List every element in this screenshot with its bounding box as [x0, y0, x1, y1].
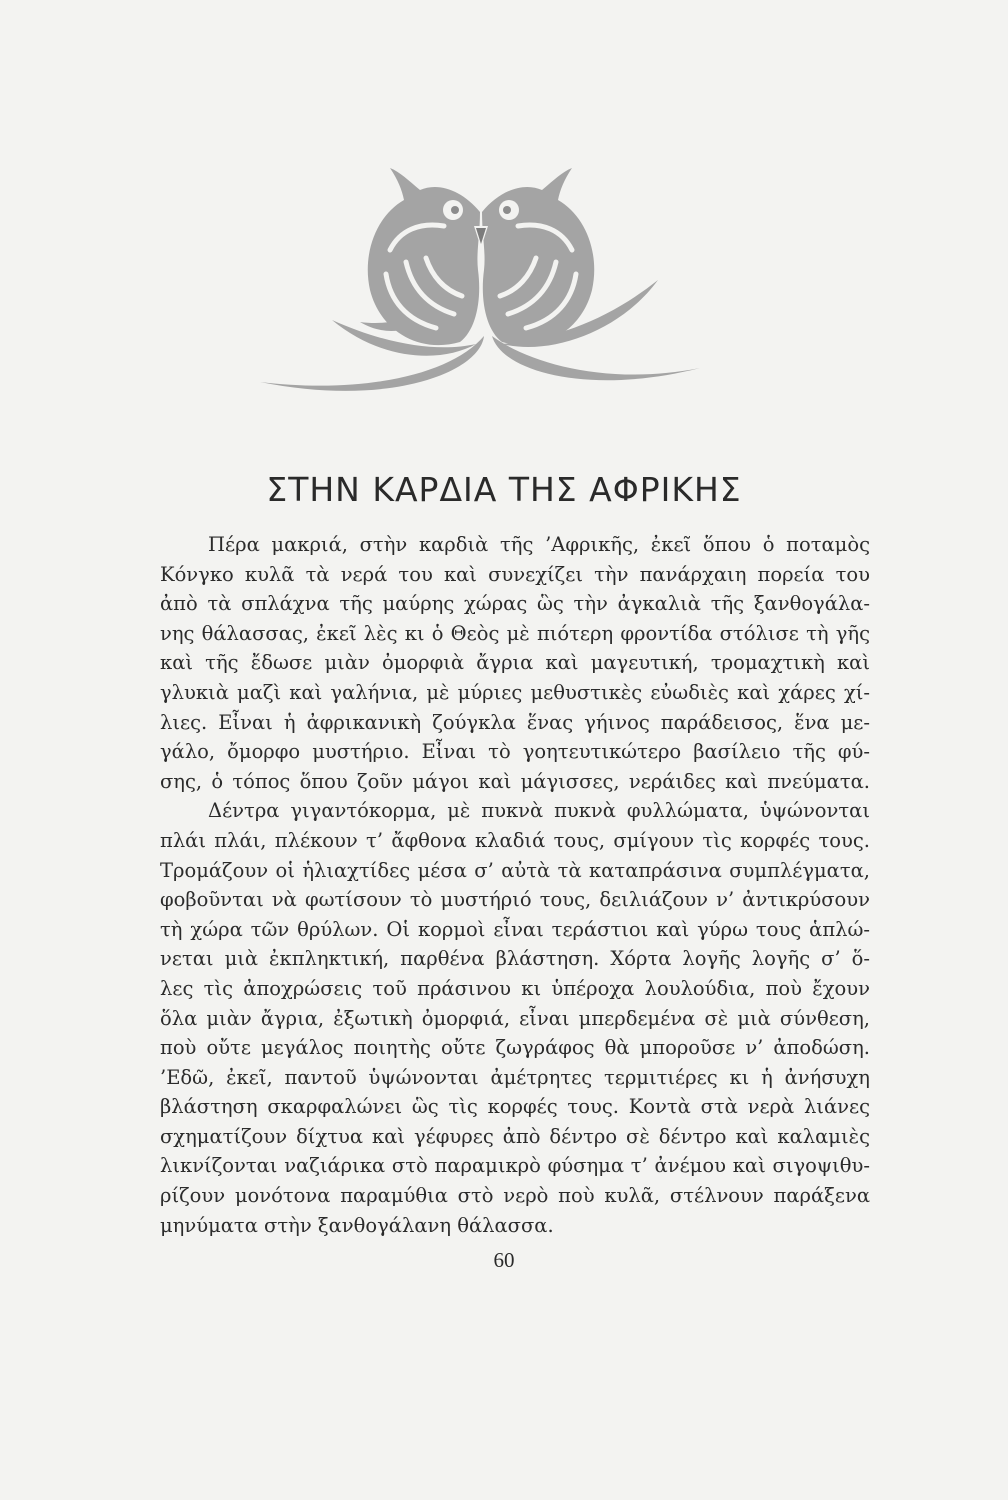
- text-line: λιες. Εἶναι ἡ ἀφρικανικὴ ζούγκλα ἕνας γήινος παράδεισος, ἕνα με-: [160, 710, 870, 734]
- text-line: γάλο, ὄμορφο μυστήριο. Εἶναι τὸ γοητευτικώτερο βασίλειο τῆς φύ-: [160, 740, 870, 764]
- text-line: μηνύματα στὴν ξανθογάλανη θάλασσα.: [160, 1213, 554, 1237]
- text-line: Δέντρα γιγαντόκορμα, μὲ πυκνὰ πυκνὰ φυλλώματα, ὑψώνονται: [208, 799, 870, 823]
- text-line: φοβοῦνται νὰ φωτίσουν τὸ μυστήριό τους, δειλιάζουν ν’ ἀντικρύσουν: [160, 888, 870, 912]
- chapter-title: ΣΤΗΝ ΚΑΡΔΙΑ ΤΗΣ ΑΦΡΙΚΗΣ: [266, 470, 742, 509]
- text-line: ὅλα μιὰν ἄγρια, ἐξωτικὴ ὀμορφιά, εἶναι μπερδεμένα σὲ μιὰ σύνθεση,: [160, 1006, 870, 1030]
- two-owls-on-branch-icon: [240, 150, 720, 410]
- text-line: Κόνγκο κυλᾶ τὰ νερά του καὶ συνεχίζει τὴν πανάρχαιη πορεία του: [160, 562, 870, 586]
- text-line: ποὺ οὔτε μεγάλος ποιητὴς οὔτε ζωγράφος θὰ μποροῦσε ν’ ἀποδώση.: [160, 1036, 870, 1060]
- text-line: καὶ τῆς ἔδωσε μιὰν ὀμορφιὰ ἄγρια καὶ μαγευτική, τρομαχτικὴ καὶ: [160, 651, 870, 675]
- paragraph: [160, 530, 870, 796]
- text-line: νεται μιὰ ἐκπληκτική, παρθένα βλάστηση. Χόρτα λογῆς λογῆς σ’ ὅ-: [160, 947, 870, 971]
- text-line: ’Εδῶ, ἐκεῖ, παντοῦ ὑψώνονται ἀμέτρητες τερμιτιέρες κι ἡ ἀνήσυχη: [160, 1065, 870, 1089]
- text-line: Πέρα μακριά, στὴν καρδιὰ τῆς ’Αφρικῆς, ἐκεῖ ὅπου ὁ ποταμὸς: [208, 533, 870, 556]
- text-line: ρίζουν μονότονα παραμύθια στὸ νερὸ ποὺ κυλᾶ, στέλνουν παράξενα: [160, 1184, 870, 1208]
- text-line: γλυκιὰ μαζὶ καὶ γαλήνια, μὲ μύριες μεθυστικὲς εὐωδιὲς καὶ χάρες χί-: [160, 680, 870, 704]
- text-line: σης, ὁ τόπος ὅπου ζοῦν μάγοι καὶ μάγισσες, νεράιδες καὶ πνεύματα.: [160, 769, 870, 793]
- text-line: σχηματίζουν δίχτυα καὶ γέφυρες ἀπὸ δέντρο σὲ δέντρο καὶ καλαμιὲς: [160, 1124, 870, 1148]
- text-line: λικνίζονται ναζιάρικα στὸ παραμικρὸ φύσημα τ’ ἀνέμου καὶ σιγοψιθυ-: [160, 1154, 870, 1178]
- text-line: νης θάλασσας, ἐκεῖ λὲς κι ὁ Θεὸς μὲ πιότερη φροντίδα στόλισε τὴ γῆς: [160, 621, 870, 645]
- text-line: Τρομάζουν οἱ ἡλιαχτίδες μέσα σ’ αὐτὰ τὰ καταπράσινα συμπλέγματα,: [160, 858, 870, 882]
- text-line: ἀπὸ τὰ σπλάχνα τῆς μαύρης χώρας ὣς τὴν ἀγκαλιὰ τῆς ξανθογάλα-: [160, 592, 870, 616]
- page-number: 60: [493, 1248, 515, 1272]
- text-line: πλάι πλάι, πλέκουν τ’ ἄφθονα κλαδιά τους, σμίγουν τὶς κορφές τους.: [160, 828, 870, 852]
- chapter-body: [160, 530, 870, 1240]
- text-line: τὴ χώρα τῶν θρύλων. Οἱ κορμοὶ εἶναι τεράστιοι καὶ γύρω τους ἁπλώ-: [160, 917, 870, 941]
- paragraph: [160, 796, 870, 1240]
- text-line: βλάστηση σκαρφαλώνει ὣς τὶς κορφές τους. Κοντὰ στὰ νερὰ λιάνες: [160, 1095, 870, 1119]
- text-line: λες τὶς ἀποχρώσεις τοῦ πράσινου κι ὑπέροχα λουλούδια, ποὺ ἔχουν: [160, 976, 870, 1000]
